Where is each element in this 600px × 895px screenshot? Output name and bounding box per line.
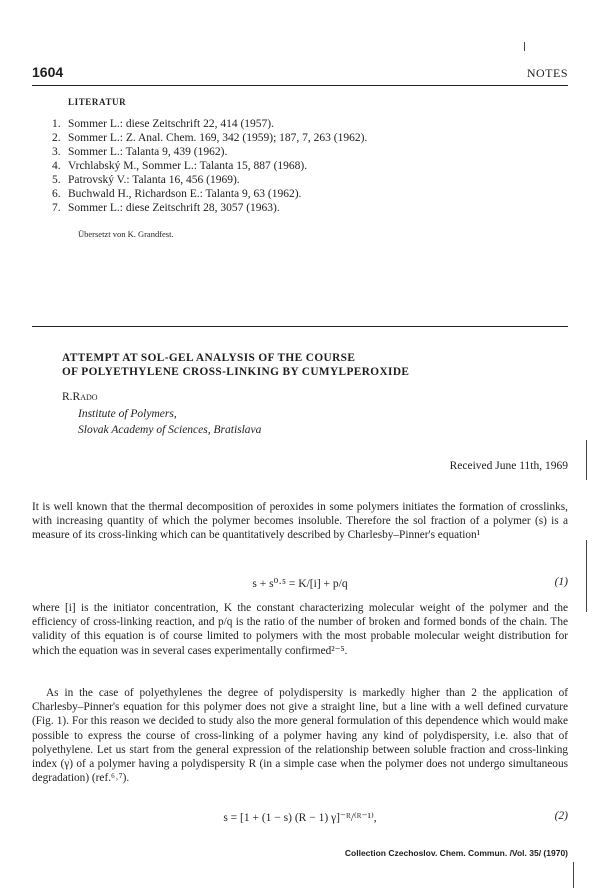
reference-item: 3. Sommer L.: Talanta 9, 439 (1962). bbox=[52, 146, 228, 158]
paragraph-intro: It is well known that the thermal decomposition of peroxides in some polymers initiates the formation of crosslinks, with increasing quantity of which the polymer becomes insoluble. Therefore the sol fraction of a polymer (s) is a measure of its cross-linking which can be quantitatively described by Charlesby–Pinner's equation¹ bbox=[32, 501, 568, 542]
reference-item: 2. Sommer L.: Z. Anal. Chem. 169, 342 (1959); 187, 7, 263 (1962). bbox=[52, 132, 368, 144]
equation-1 bbox=[32, 576, 568, 592]
equation-formula: s = [1 + (1 − s) (R − 1) γ]⁻ᴿ/⁽ᴿ⁻¹⁾, bbox=[223, 812, 377, 824]
scan-artifact bbox=[573, 862, 574, 888]
reference-item: 6. Buchwald H., Richardson E.: Talanta 9, 63 (1962). bbox=[52, 188, 302, 200]
equation-2 bbox=[32, 810, 568, 826]
section-label: NOTES bbox=[526, 66, 568, 80]
running-header bbox=[32, 64, 568, 84]
scan-artifact bbox=[586, 540, 587, 612]
scan-artifact bbox=[586, 440, 587, 480]
literature-heading: LITERATUR bbox=[68, 97, 127, 107]
paragraph-definitions: where [i] is the initiator concentration, K the constant characterizing molecular weight of the polymer and the efficiency of cross-linking reaction, and p/q is the ratio of the number of broken and formed bonds of the chain. The validity of this equation is of course limited to polymers with the most probable molecular weight distribution for which the equation was in several cases experimentally confirmed²⁻⁵. bbox=[32, 602, 568, 657]
paragraph-polydispersity: As in the case of polyethylenes the degree of polydispersity is markedly higher than 2 the application of Charlesby–Pinner's equation for this polymer does not give a straight line, but a line with a well defined curvature (Fig. 1). For this reason we decided to study also the more general formulation of this dependence which would make possible to express the course of cross-linking of a polymer having any kind of polydispersity, i.e. also that of polyethylene. Let us start from the general expression of the relationship between soluble fraction and cross-linking index (γ) of a polymer having a polydispersity R (in a simple case when the polymer does not undergo simultaneous degradation) (ref.⁶˒⁷). bbox=[32, 687, 568, 785]
journal-footer: Collection Czechoslov. Chem. Commun. /Vol. 35/ (1970) bbox=[344, 848, 568, 858]
scan-artifact bbox=[524, 42, 525, 51]
equation-formula: s + s⁰·⁵ = K/[i] + p/q bbox=[252, 578, 348, 590]
reference-item: 5. Patrovský V.: Talanta 16, 456 (1969). bbox=[52, 174, 240, 186]
received-date: Received June 11th, 1969 bbox=[449, 460, 568, 472]
page-number: 1604 bbox=[32, 64, 64, 80]
equation-number: (1) bbox=[554, 576, 568, 588]
author-name: R.Rado bbox=[62, 391, 98, 403]
translator-note: Übersetzt von K. Grandfest. bbox=[78, 229, 174, 239]
reference-list bbox=[52, 117, 367, 215]
article-title: ATTEMPT AT SOL-GEL ANALYSIS OF THE COURSE OF POLYETHYLENE CROSS-LINKING BY CUMYLPEROXIDE bbox=[62, 352, 410, 378]
equation-number: (2) bbox=[554, 810, 568, 822]
author-affiliation: Institute of Polymers, Slovak Academy of Sciences, Bratislava bbox=[78, 408, 262, 436]
reference-item: 7. Sommer L.: diese Zeitschrift 28, 3057 (1963). bbox=[52, 202, 280, 214]
header-rule bbox=[32, 85, 568, 86]
article-separator bbox=[32, 326, 568, 327]
reference-item: 1. Sommer L.: diese Zeitschrift 22, 414 (1957). bbox=[52, 118, 275, 130]
reference-item: 4. Vrchlabský M., Sommer L.: Talanta 15, 887 (1968). bbox=[52, 160, 308, 172]
